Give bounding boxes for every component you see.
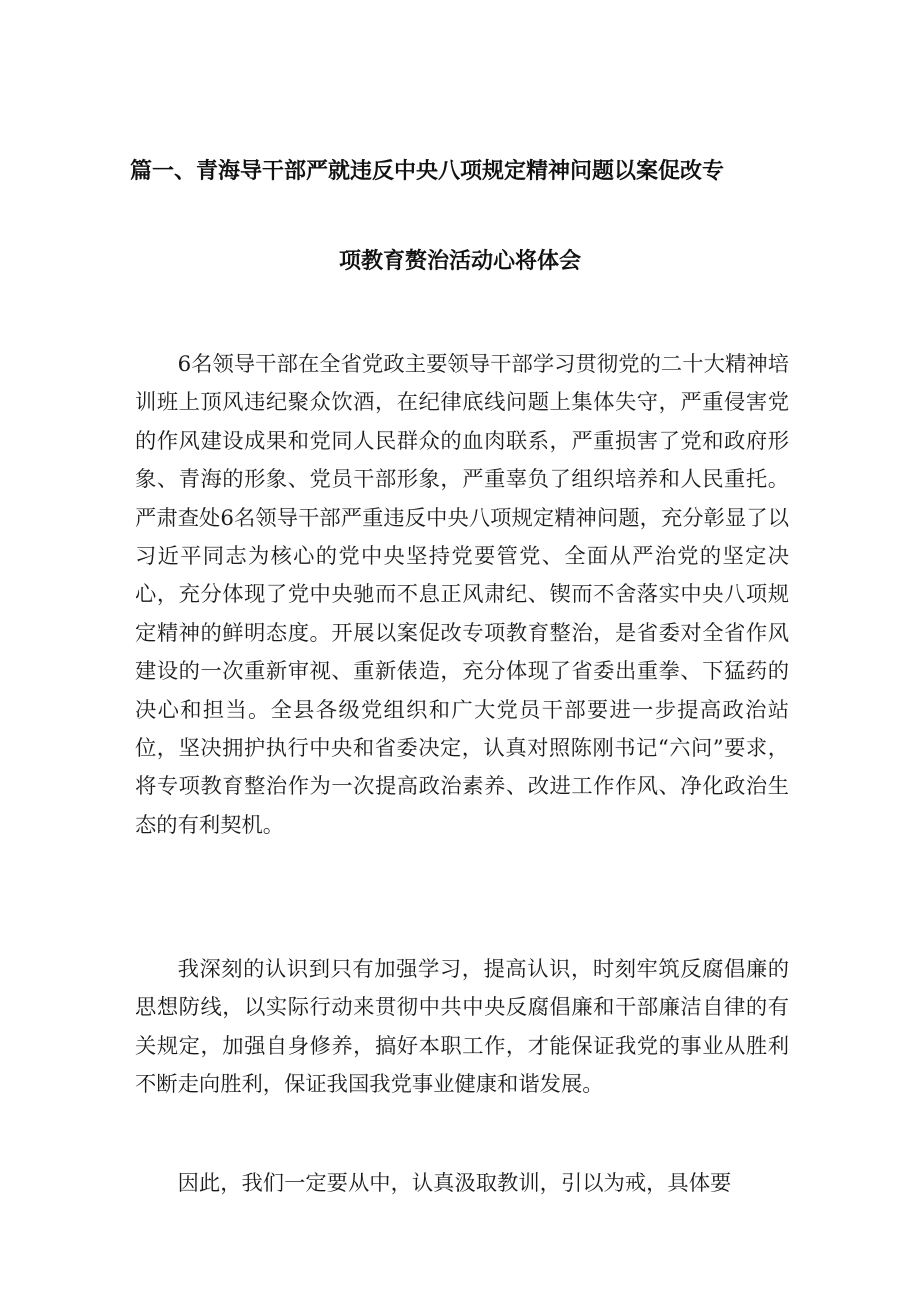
document-title-line-2: 项教育赘治活动心将体会 bbox=[338, 249, 581, 274]
body-paragraph: 因此，我们一定要从中，认真汲取教训，引以为戒，具体要 bbox=[177, 1171, 732, 1196]
body-paragraph: 6名领导干部在全省党政主要领导干部学习贯彻党的二十大精神培训班上顶风违纪聚众饮酒，在纪律底线问题上集体失守，严重侵害党的作风建设成果和党同人民群众的血肉联系，严重损害了党和政府形象、青海的形象、党员干部形象，严重辜负了组织培养和人民重托。严肃查处6名领导干部严重违反中央八项规定精神问题，充分彰显了以习近平同志为核心的党中央坚持党要管党、全面从严治党的坚定决心，充分体现了党中央驰而不息正风肃纪、锲而不舍落实中央八项规定精神的鲜明态度。开展以案促改专项教育整治，是省委对全省作风建设的一次重新审视、重新俵造，充分体现了省委出重拳、下猛药的决心和担当。全县各级党组织和广大党员干部要进一步提高政治站位，坚决拥护执行中央和省委决定，认真对照陈刚书记“六问”要求，将专项教育整治作为一次提高政治素养、改进工作作风、净化政治生态的有利契机。 bbox=[135, 352, 789, 838]
document-title-line-1: 篇一、青海导干部严就违反中央八项规定精神问题以案促改专 bbox=[130, 159, 725, 184]
body-paragraph: 我深刻的认识到只有加强学习，提高认识，时刻牢筑反腐倡廉的思想防线，以实际行动来贯彻中共中央反腐倡廉和干部廉洁自律的有关规定，加强自身修养，搞好本职工作，才能保证我党的事业从胜利不断走向胜利，保证我国我党事业健康和谐发展。 bbox=[135, 957, 789, 1098]
